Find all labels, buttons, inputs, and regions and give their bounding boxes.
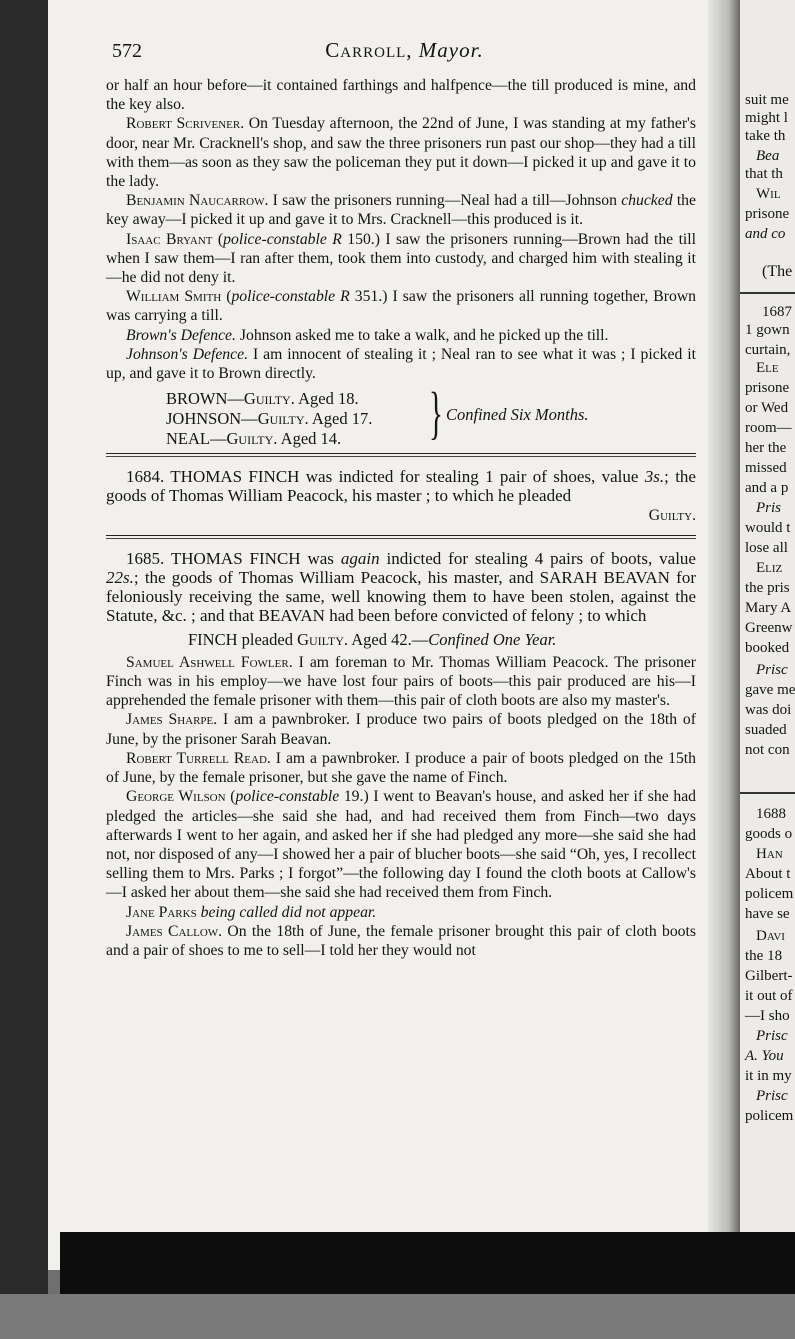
age: Aged 14. — [277, 429, 342, 449]
verdict: Guilty. — [257, 409, 309, 429]
facing-line: Mary A — [745, 600, 792, 616]
verdict: Guilty. — [297, 629, 349, 649]
facing-line: 1688 — [756, 806, 786, 822]
facing-line: About t — [745, 866, 791, 882]
witness-name: George Wilson — [126, 788, 226, 806]
page-body — [106, 76, 696, 960]
facing-line: it out of — [745, 988, 793, 1004]
facing-line: Greenw — [745, 620, 793, 636]
facing-line: 1687 — [762, 304, 792, 320]
defendant-name: BROWN— — [166, 389, 244, 409]
testimony-wilson — [106, 787, 696, 902]
sentence: Confined One Year. — [428, 629, 557, 649]
facing-line: Wil — [756, 186, 781, 202]
verdict: Guilty. — [243, 389, 295, 409]
sentence: Confined Six Months. — [446, 405, 589, 425]
facing-line: not con — [745, 742, 790, 758]
running-head-name: Carroll, — [325, 38, 413, 62]
testimony-sharpe — [106, 710, 696, 748]
section-rule — [106, 535, 696, 536]
verdict-block — [106, 380, 696, 449]
age: Aged 42.— — [348, 629, 429, 649]
facing-line: Prisc — [756, 1088, 788, 1104]
facing-line: take th — [745, 128, 786, 144]
testimony-text: 19.) I went to Beavan's house, and asked her if she had pledged the articles—she said she had, and had received them from Finch—two days afterwards I went to her again, and asked her if she had pledged any more—she said she had not, nor disposed of any—I showed her a pair of blucher boots—she said “Oh, yes, I recollect selling them to Mrs. Parks ; I forgot”—the following day I found the cloth boots at Callow's—I asked her about them—she said she had received them from Finch. — [106, 788, 696, 902]
witness-role: police-constable R — [231, 288, 350, 306]
italic-text: chucked — [621, 192, 673, 210]
facing-line: (The — [762, 263, 793, 280]
testimony-smith — [106, 287, 696, 325]
facing-line: missed — [745, 460, 787, 476]
testimony-text: I saw the prisoners running—Neal had a till—Johnson — [268, 192, 622, 210]
testimony-text: 150.) I saw the prisoners running—Brown had the till when I saw them—I ran after them, took them into custody, and charged him with stealing it—he did not deny it. — [106, 230, 696, 287]
paragraph: or half an hour before—it contained farthings and halfpence—the till produced is mine, and the key also. — [106, 77, 696, 114]
section-rule — [106, 456, 696, 457]
facing-line: that th — [745, 166, 783, 182]
defence-brown — [106, 326, 696, 345]
page-header — [112, 34, 697, 64]
defence-johnson — [106, 345, 696, 383]
case-text: ; the goods of Thomas William Peacock, his master, and SARAH BEAVAN for feloniously receiving the same, well knowing them to have been stolen, against the Statute, &c. ; and that BEAVAN had been before convicted of felony ; to which — [106, 568, 696, 626]
facing-line: curtain, — [745, 342, 791, 358]
defendant-name: JOHNSON— — [166, 409, 258, 429]
facing-line: lose all — [745, 540, 788, 556]
witness-name: Samuel Ashwell Fowler. — [126, 653, 293, 671]
facing-line: room— — [745, 420, 792, 436]
testimony-text: On Tuesday afternoon, the 22nd of June, I was standing at my father's door, near Mr. Cracknell's shop, and saw the three prisoners run past our shop—they had a till with them—as soon as they saw the policeman they put it down—I picked it up and gave it to the lady. — [106, 115, 696, 191]
facing-line: 1 gown — [745, 322, 790, 338]
defence-text: I am innocent of stealing it ; Neal ran to see what it was ; I picked it up, and gave it to Brown directly. — [106, 345, 696, 383]
facing-line: Bea — [756, 148, 780, 164]
facing-line: Ele — [756, 360, 779, 376]
facing-line: suaded — [745, 722, 787, 738]
case-text: indicted for stealing 4 pairs of boots, value — [379, 548, 696, 568]
testimony-text: the key away—I picked it up and gave it to Mrs. Cracknell—this produced is it. — [106, 192, 696, 229]
witness-name: Jane Parks — [126, 903, 197, 921]
case-text: 1685. THOMAS FINCH was — [126, 548, 341, 568]
testimony-callow — [106, 922, 696, 960]
facing-line: Han — [756, 846, 783, 862]
defence-text: Johnson asked me to take a walk, and he picked up the till. — [235, 326, 609, 344]
facing-line: suit me — [745, 92, 789, 108]
finch-plea — [106, 630, 696, 649]
testimony-naucarrow — [106, 191, 696, 229]
scan-bottom-band — [60, 1232, 795, 1294]
verdict-neal — [166, 429, 341, 448]
facing-line: Prisc — [756, 1028, 788, 1044]
case-1685 — [106, 549, 696, 626]
value: 3s. — [644, 467, 665, 487]
testimony-text: On the 18th of June, the female prisoner brought this pair of cloth boots and a pair of shoes to me to sell—I told her they would not — [106, 922, 696, 959]
verdict-johnson — [166, 409, 372, 428]
testimony-text: I am a pawnbroker. I produce a pair of boots pledged on the 15th of June, by the female prisoner, but she gave the name of Finch. — [106, 749, 696, 787]
paren: ( — [212, 230, 224, 248]
facing-page-fragment — [740, 0, 795, 1235]
witness-name: Benjamin Naucarrow. — [126, 192, 269, 210]
case-text: 1684. THOMAS FINCH was indicted for stealing 1 pair of shoes, value — [126, 467, 645, 487]
witness-name: Robert Scrivener. — [126, 115, 245, 133]
facing-rule — [740, 292, 795, 294]
facing-line: Eliz — [756, 560, 783, 576]
witness-role: police-constable — [235, 788, 340, 806]
verdict: Guilty. — [226, 429, 278, 449]
witness-role: police-constable R — [223, 230, 342, 248]
facing-line: her the — [745, 440, 787, 456]
facing-line: gave me — [745, 682, 795, 698]
facing-line: Gilbert- — [745, 968, 793, 984]
testimony-fowler — [106, 653, 696, 711]
paren: ( — [221, 288, 232, 306]
plea: Guilty. — [648, 506, 696, 524]
case-1684 — [106, 467, 696, 505]
facing-line: booked — [745, 640, 790, 656]
facing-line: might l — [745, 110, 788, 126]
facing-line: have se — [745, 906, 790, 922]
witness-name: Robert Turrell Read. — [126, 749, 271, 767]
age: Aged 18. — [294, 389, 359, 409]
paren: ( — [225, 788, 236, 806]
scan-bottom-edge — [0, 1294, 795, 1339]
facing-line: policem — [745, 886, 794, 902]
facing-line: goods o — [745, 826, 793, 842]
facing-line: prisone — [745, 380, 790, 396]
facing-line: Prisc — [756, 662, 788, 678]
facing-line: or Wed — [745, 400, 789, 416]
facing-line: it in my — [745, 1068, 792, 1084]
note-text: being called did not appear. — [196, 903, 377, 921]
defendant-name: NEAL— — [166, 429, 227, 449]
facing-rule — [740, 792, 795, 794]
verdict-brown — [166, 389, 359, 408]
facing-line: the pris — [745, 580, 790, 596]
testimony-scrivener — [106, 114, 696, 191]
testimony-bryant — [106, 230, 696, 288]
running-head — [112, 38, 697, 63]
italic-text: again — [340, 548, 380, 568]
testimony-text: I am a pawnbroker. I produce two pairs of boots pledged on the 18th of June, by the prisoner Sarah Beavan. — [106, 711, 696, 748]
facing-line: policem — [745, 1108, 794, 1124]
facing-line: the 18 — [745, 948, 783, 964]
facing-line: would t — [745, 520, 791, 536]
section-rule — [106, 453, 696, 454]
facing-line: A. You — [745, 1048, 784, 1064]
testimony-read — [106, 749, 696, 787]
value: 22s. — [106, 568, 134, 588]
witness-name: James Sharpe. — [126, 711, 218, 729]
page-number: 572 — [112, 40, 142, 62]
facing-line: Davi — [756, 928, 785, 944]
testimony-text: 351.) I saw the prisoners all running together, Brown was carrying a till. — [106, 288, 696, 325]
section-rule — [106, 538, 696, 539]
defence-label: Johnson's Defence. — [126, 345, 248, 363]
facing-line: Pris — [756, 500, 782, 516]
defence-label: Brown's Defence. — [126, 326, 236, 344]
age: Aged 17. — [308, 409, 373, 429]
case-text: ; the goods of Thomas William Peacock, his master ; to which he pleaded — [106, 467, 696, 506]
facing-line: and co — [745, 226, 786, 242]
testimony-text: I am foreman to Mr. Thomas William Peacock. The prisoner Finch was in his employ—we have lost four pairs of boots—this pair produced are his—I apprehended the female prisoner with them—this pair of cloth boots are also my master's. — [106, 653, 696, 710]
brace-icon: } — [428, 380, 443, 446]
witness-name: James Callow. — [126, 922, 223, 940]
facing-line: prisone — [745, 206, 790, 222]
facing-line: and a p — [745, 480, 789, 496]
facing-line: —I sho — [745, 1008, 790, 1024]
scan-left-edge — [0, 0, 48, 1339]
note-parks — [106, 903, 696, 922]
running-head-title: Mayor. — [418, 38, 484, 62]
witness-name: William Smith — [126, 288, 222, 306]
facing-line: was doi — [745, 702, 792, 718]
plea-text: FINCH pleaded — [188, 629, 298, 649]
witness-name: Isaac Bryant — [126, 230, 213, 248]
